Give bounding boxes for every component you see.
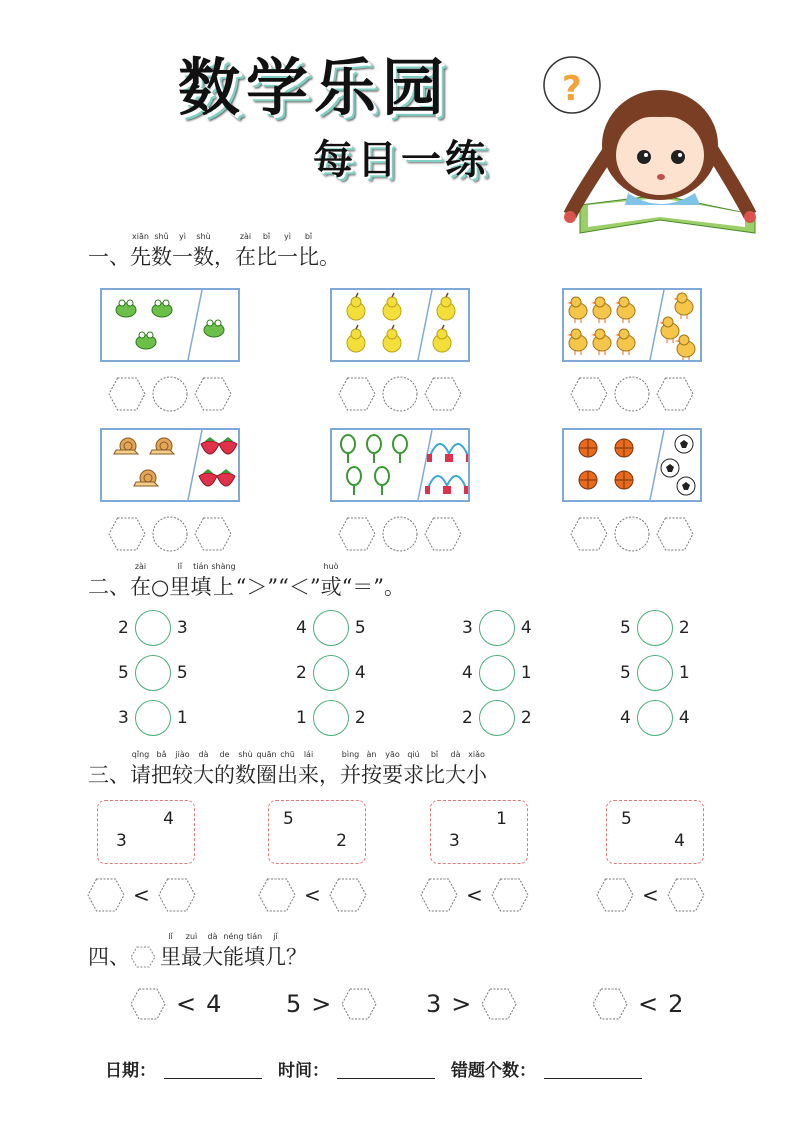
- right-number: 1: [520, 663, 532, 683]
- picture-box: [562, 288, 702, 362]
- max-fill-item: [286, 988, 377, 1020]
- heading-char: 比bǐ: [424, 750, 445, 787]
- compare-item: [118, 610, 188, 646]
- hexagon-blank[interactable]: [424, 377, 462, 411]
- pinyin: zài: [130, 562, 151, 571]
- answer-circle[interactable]: [135, 700, 171, 736]
- divider-line: [188, 290, 202, 360]
- circle-blank[interactable]: [152, 376, 188, 412]
- pinyin: de: [214, 750, 235, 759]
- pinyin: àn: [361, 750, 382, 759]
- pear-icon: [437, 293, 455, 320]
- answer-circle[interactable]: [313, 655, 349, 691]
- soccer-ball-icon: [675, 435, 693, 453]
- pinyin: zuì: [181, 932, 202, 941]
- hexagon-blank[interactable]: [194, 377, 232, 411]
- heading-char: 的de: [214, 750, 235, 787]
- pinyin: xiǎo: [466, 750, 487, 759]
- hexagon-blank[interactable]: [87, 878, 125, 912]
- hexagon-blank[interactable]: [570, 377, 608, 411]
- compare-sign: <: [638, 990, 659, 1018]
- left-number: 1: [296, 708, 307, 728]
- heading-char: 请qǐng: [130, 750, 151, 787]
- answer-circle[interactable]: [637, 655, 673, 691]
- compare-sign: >: [451, 990, 472, 1018]
- circle-blank[interactable]: [152, 516, 188, 552]
- answer-circle[interactable]: [479, 610, 515, 646]
- page-title: 数学乐园: [178, 51, 451, 124]
- heading-char: 要yāo: [382, 750, 403, 787]
- answer-circle[interactable]: [313, 700, 349, 736]
- pinyin: dà: [202, 932, 223, 941]
- pinyin: tián: [190, 562, 212, 571]
- right-number: 2: [520, 708, 532, 728]
- strawberry-icon: [199, 469, 217, 486]
- compare-item: [620, 655, 690, 691]
- heading-char: “＞”“＜”: [235, 575, 321, 599]
- heading-char: 一yì: [277, 232, 298, 269]
- answer-circle[interactable]: [637, 700, 673, 736]
- pinyin: dà: [193, 750, 214, 759]
- strawberry-icon: [217, 469, 235, 486]
- right-number: 4: [520, 618, 532, 638]
- frog-icon: [152, 300, 172, 317]
- less-than-sign: <: [466, 883, 483, 907]
- chick-icon: [615, 329, 635, 355]
- answer-row: [108, 376, 232, 412]
- heading-char: “＝”。: [341, 575, 406, 599]
- heading-char: 圈quān: [256, 750, 277, 787]
- left-number: 5: [286, 990, 302, 1018]
- hexagon-blank[interactable]: [491, 878, 529, 912]
- hexagon-blank[interactable]: [424, 517, 462, 551]
- footer: [105, 1056, 658, 1081]
- strawberry-icon: [219, 437, 237, 454]
- pinyin: shù: [193, 232, 214, 241]
- basketball-icon: [579, 439, 597, 457]
- pinyin: bìng: [340, 750, 361, 759]
- time-blank[interactable]: [337, 1078, 435, 1079]
- pear-icon: [347, 325, 365, 352]
- number-top[interactable]: 5: [621, 809, 632, 829]
- less-than-sign: <: [133, 883, 150, 907]
- left-number: 4: [296, 618, 307, 638]
- right-number: 2: [678, 618, 690, 638]
- pinyin: bǐ: [256, 232, 277, 241]
- answer-circle[interactable]: [135, 655, 171, 691]
- answer-row: [108, 516, 232, 552]
- pinyin: quān: [256, 750, 277, 759]
- heading-char: 来lái: [298, 750, 319, 787]
- pinyin: jǐ: [265, 932, 286, 941]
- hexagon-blank[interactable]: [656, 377, 694, 411]
- pinyin: bǐ: [424, 750, 445, 759]
- inequality-row: [258, 878, 367, 912]
- heading-char: 数shù: [235, 750, 256, 787]
- number-bottom[interactable]: 3: [116, 831, 127, 851]
- chick-icon: [591, 329, 611, 355]
- heading-char: 较jiào: [172, 750, 193, 787]
- hexagon-blank[interactable]: [592, 988, 628, 1020]
- divider-line: [418, 290, 432, 360]
- hexagon-blank[interactable]: [656, 517, 694, 551]
- hexagon-blank[interactable]: [341, 988, 377, 1020]
- pinyin: huò: [320, 562, 342, 571]
- errors-label: 错题个数：: [451, 1061, 536, 1081]
- number-bottom[interactable]: 4: [674, 831, 685, 851]
- answer-circle[interactable]: [313, 610, 349, 646]
- heading-char: 把bǎ: [151, 750, 172, 787]
- right-number: 2: [668, 990, 684, 1018]
- number-box[interactable]: [97, 800, 195, 864]
- frog-icon: [116, 300, 136, 317]
- section2-prefix: 二、: [88, 575, 130, 599]
- heading-char: 并bìng: [340, 750, 361, 787]
- right-number: 4: [678, 708, 690, 728]
- heading-char: 大dà: [445, 750, 466, 787]
- heading-char: 比bǐ: [256, 232, 277, 269]
- left-number: 2: [462, 708, 473, 728]
- pinyin: yì: [172, 232, 193, 241]
- heading-char: 在zài: [130, 562, 151, 599]
- inequality-row: [420, 878, 529, 912]
- heading-char: 在zài: [235, 232, 256, 269]
- pear-icon: [383, 325, 401, 352]
- pinyin: bǎ: [151, 750, 172, 759]
- hexagon-blank[interactable]: [108, 377, 146, 411]
- answer-row: [338, 376, 462, 412]
- compare-item: [296, 610, 366, 646]
- number-bottom[interactable]: 2: [336, 831, 347, 851]
- number-top[interactable]: 4: [163, 809, 174, 829]
- jump-rope-icon: [443, 476, 468, 494]
- compare-item: [118, 655, 188, 691]
- chick-icon: [567, 297, 587, 323]
- hexagon-blank[interactable]: [667, 878, 705, 912]
- answer-row: [570, 516, 694, 552]
- pinyin: yì: [277, 232, 298, 241]
- heading-char: 数shù: [193, 232, 214, 269]
- left-number: 2: [118, 618, 129, 638]
- hexagon-blank[interactable]: [596, 878, 634, 912]
- snail-icon: [114, 438, 138, 454]
- number-box[interactable]: [268, 800, 366, 864]
- jump-rope-icon: [445, 444, 468, 462]
- frog-icon: [136, 332, 156, 349]
- chick-icon: [673, 293, 693, 319]
- divider-line: [188, 430, 202, 500]
- heading-char: 填tián: [244, 932, 265, 969]
- heading-char: 出chū: [277, 750, 298, 787]
- snail-icon: [134, 470, 158, 486]
- number-box[interactable]: [606, 800, 704, 864]
- max-fill-item: [130, 988, 221, 1020]
- circle-blank[interactable]: [614, 516, 650, 552]
- right-number: 4: [206, 990, 222, 1018]
- soccer-ball-icon: [677, 477, 695, 495]
- hexagon-blank[interactable]: [338, 377, 376, 411]
- heading-char: 填tián: [190, 562, 212, 599]
- divider-line: [650, 290, 664, 360]
- inequality-row: [596, 878, 705, 912]
- left-number: 5: [118, 663, 129, 683]
- strawberry-icon: [201, 437, 219, 454]
- pinyin: lǐ: [160, 932, 181, 941]
- compare-sign: <: [176, 990, 197, 1018]
- compare-item: [462, 700, 532, 736]
- answer-row: [570, 376, 694, 412]
- chick-icon: [675, 335, 695, 360]
- left-number: 4: [462, 663, 473, 683]
- section4-prefix: 四、: [88, 945, 130, 969]
- girl-reading-illustration: [540, 55, 770, 245]
- pinyin: shǔ: [151, 232, 172, 241]
- heading-char: 先xiān: [130, 232, 151, 269]
- heading-char: 里lǐ: [169, 562, 191, 599]
- pinyin: lái: [298, 750, 319, 759]
- racket-icon: [367, 435, 381, 463]
- left-number: 5: [620, 663, 631, 683]
- picture-box: [100, 288, 240, 362]
- answer-row: [338, 516, 462, 552]
- section4-heading: [88, 932, 307, 971]
- heading-char: 大dà: [193, 750, 214, 787]
- svg-text:?: ?: [562, 69, 582, 109]
- circle-blank[interactable]: [382, 376, 418, 412]
- heading-char: 按àn: [361, 750, 382, 787]
- section3-heading: [88, 750, 487, 789]
- pinyin: chū: [277, 750, 298, 759]
- hexagon-blank[interactable]: [130, 988, 166, 1020]
- picture-box: [100, 428, 240, 502]
- number-top[interactable]: 1: [496, 809, 507, 829]
- chick-icon: [567, 329, 587, 355]
- pinyin: néng: [223, 932, 244, 941]
- pinyin: dà: [445, 750, 466, 759]
- heading-char: 比bǐ: [298, 232, 319, 269]
- snail-icon: [150, 438, 174, 454]
- pear-icon: [383, 293, 401, 320]
- pinyin: qiú: [403, 750, 424, 759]
- heading-char: ，: [214, 245, 235, 269]
- left-number: 3: [426, 990, 442, 1018]
- max-fill-item: [592, 988, 683, 1020]
- racket-icon: [347, 467, 361, 495]
- hexagon-blank[interactable]: [258, 878, 296, 912]
- heading-char: 一yì: [172, 232, 193, 269]
- picture-box: [330, 428, 470, 502]
- hexagon-blank[interactable]: [194, 517, 232, 551]
- hexagon-blank[interactable]: [329, 878, 367, 912]
- hexagon-blank[interactable]: [158, 878, 196, 912]
- number-bottom[interactable]: 3: [449, 831, 460, 851]
- left-number: 3: [118, 708, 129, 728]
- pinyin: tián: [244, 932, 265, 941]
- right-number: 3: [176, 618, 188, 638]
- number-box[interactable]: [430, 800, 528, 864]
- racket-icon: [393, 435, 407, 463]
- less-than-sign: <: [642, 883, 659, 907]
- picture-box: [562, 428, 702, 502]
- pinyin: lǐ: [169, 562, 191, 571]
- errors-blank[interactable]: [544, 1078, 642, 1079]
- answer-circle[interactable]: [479, 655, 515, 691]
- heading-char: 几jǐ: [265, 932, 286, 969]
- soccer-ball-icon: [661, 459, 679, 477]
- compare-item: [462, 610, 532, 646]
- right-number: 2: [354, 708, 366, 728]
- inequality-row: [87, 878, 196, 912]
- heading-char: 大dà: [202, 932, 223, 969]
- page-subtitle: 每日一练: [313, 137, 489, 183]
- pinyin: xiān: [130, 232, 151, 241]
- heading-char: 上shàng: [211, 562, 236, 599]
- frog-icon: [204, 320, 224, 337]
- compare-item: [620, 610, 690, 646]
- pinyin: yāo: [382, 750, 403, 759]
- section1-prefix: 一、: [88, 245, 130, 269]
- basketball-icon: [615, 439, 633, 457]
- answer-circle[interactable]: [479, 700, 515, 736]
- heading-char: 或huò: [320, 562, 342, 599]
- heading-char: 小xiǎo: [466, 750, 487, 787]
- basketball-icon: [615, 471, 633, 489]
- heading-char: 里lǐ: [160, 932, 181, 969]
- chick-icon: [615, 297, 635, 323]
- heading-char: 。: [319, 245, 340, 269]
- pinyin: bǐ: [298, 232, 319, 241]
- hexagon-blank[interactable]: [570, 517, 608, 551]
- right-number: 1: [678, 663, 690, 683]
- hexagon-blank[interactable]: [481, 988, 517, 1020]
- picture-box: [330, 288, 470, 362]
- heading-char: ？: [286, 945, 307, 969]
- hexagon-blank[interactable]: [108, 517, 146, 551]
- left-number: 2: [296, 663, 307, 683]
- compare-sign: >: [311, 990, 332, 1018]
- max-fill-item: [426, 988, 517, 1020]
- heading-char: 数shǔ: [151, 232, 172, 269]
- pear-icon: [433, 325, 451, 352]
- answer-circle[interactable]: [637, 610, 673, 646]
- hexagon-icon: [130, 946, 156, 968]
- date-blank[interactable]: [164, 1078, 262, 1079]
- right-number: 4: [354, 663, 366, 683]
- time-label: 时间：: [278, 1061, 329, 1081]
- left-number: 3: [462, 618, 473, 638]
- right-number: 5: [176, 663, 188, 683]
- compare-item: [118, 700, 188, 736]
- heading-char: 最zuì: [181, 932, 202, 969]
- right-number: 5: [354, 618, 366, 638]
- compare-item: [296, 655, 366, 691]
- chick-icon: [659, 317, 679, 343]
- number-top[interactable]: 5: [283, 809, 294, 829]
- pinyin: qǐng: [130, 750, 151, 759]
- pinyin: shù: [235, 750, 256, 759]
- answer-circle[interactable]: [135, 610, 171, 646]
- left-number: 4: [620, 708, 631, 728]
- pinyin: jiào: [172, 750, 193, 759]
- less-than-sign: <: [304, 883, 321, 907]
- heading-char: ，: [319, 763, 340, 787]
- circle-blank[interactable]: [614, 376, 650, 412]
- heading-char: 求qiú: [403, 750, 424, 787]
- heading-char: 能néng: [223, 932, 244, 969]
- left-number: 5: [620, 618, 631, 638]
- basketball-icon: [579, 471, 597, 489]
- hexagon-blank[interactable]: [420, 878, 458, 912]
- hexagon-blank[interactable]: [338, 517, 376, 551]
- date-label: 日期：: [105, 1061, 156, 1081]
- circle-blank[interactable]: [382, 516, 418, 552]
- right-number: 1: [176, 708, 188, 728]
- heading-char: ○: [151, 575, 170, 599]
- pear-icon: [347, 293, 365, 320]
- compare-item: [462, 655, 532, 691]
- compare-item: [620, 700, 690, 736]
- racket-icon: [375, 467, 389, 495]
- section3-prefix: 三、: [88, 763, 130, 787]
- pinyin: shàng: [211, 562, 236, 571]
- section1-heading: [88, 232, 340, 271]
- pinyin: zài: [235, 232, 256, 241]
- compare-item: [296, 700, 366, 736]
- chick-icon: [591, 297, 611, 323]
- racket-icon: [341, 435, 355, 463]
- section2-heading: [88, 562, 405, 601]
